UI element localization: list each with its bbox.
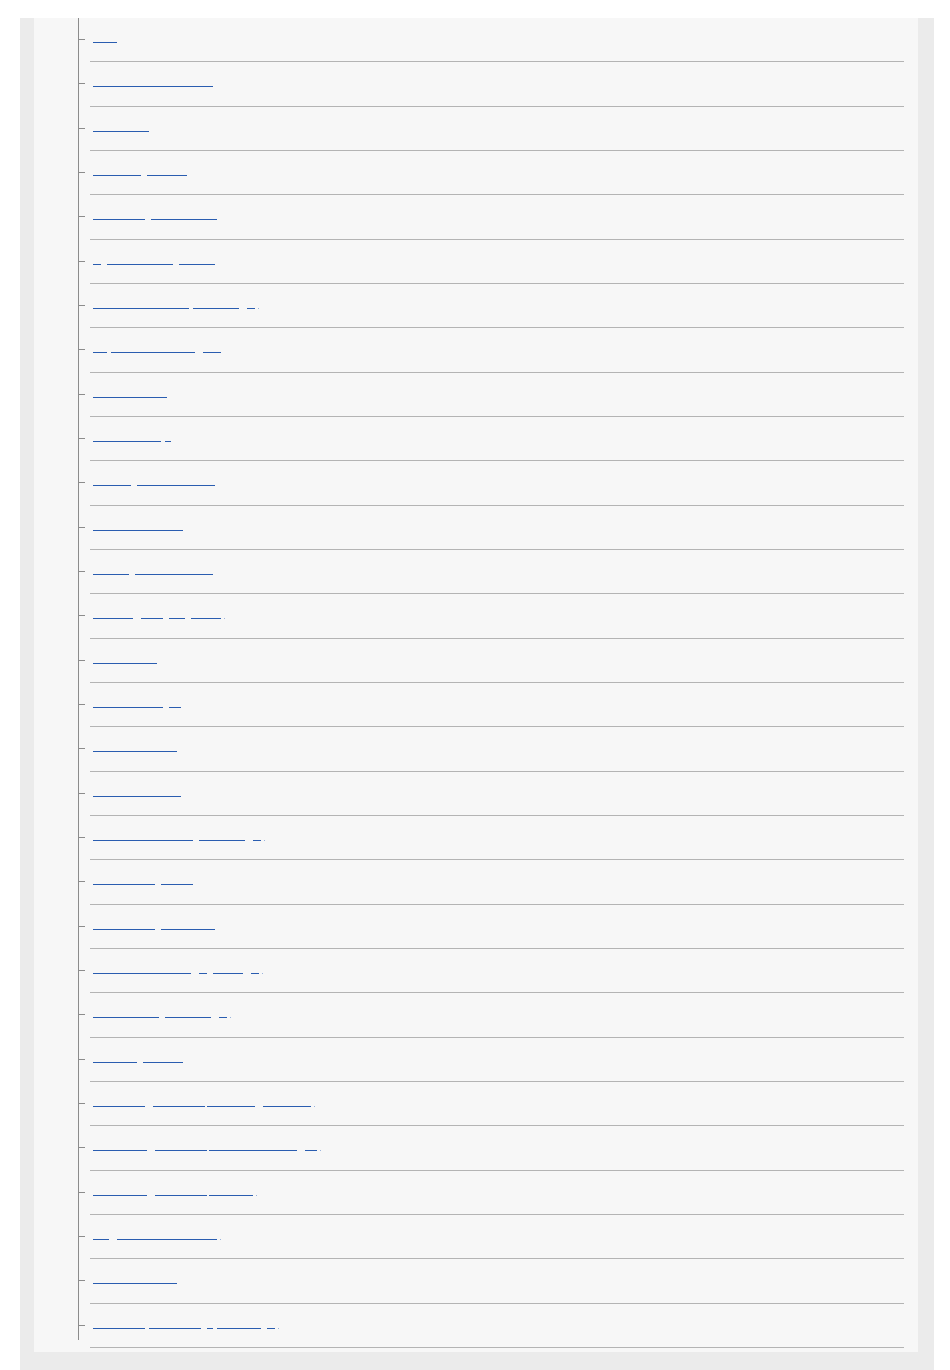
link-text: [93, 1061, 137, 1063]
toc-link[interactable]: [93, 484, 215, 487]
tree-branch-tick: [79, 704, 85, 705]
list-item: [0, 816, 950, 860]
link-text: [93, 573, 129, 575]
list-item: [0, 550, 950, 594]
link-text: [93, 1016, 159, 1018]
link-text: [93, 617, 133, 619]
tree-branch-tick: [79, 793, 85, 794]
tree-branch-tick: [79, 482, 85, 483]
toc-link[interactable]: [93, 972, 263, 975]
list-item: [0, 62, 950, 106]
toc-link[interactable]: [93, 263, 215, 266]
row-divider: [90, 1347, 904, 1348]
tree-branch-tick: [79, 83, 85, 84]
tree-branch-tick: [79, 1103, 85, 1104]
link-text: [93, 1149, 147, 1151]
list-item: [0, 506, 950, 550]
toc-link[interactable]: [93, 928, 215, 931]
toc-link[interactable]: [93, 351, 221, 354]
toc-link[interactable]: [93, 41, 117, 44]
link-text: [93, 529, 183, 531]
tree-branch-tick: [79, 172, 85, 173]
list-item: [0, 240, 950, 284]
toc-link[interactable]: [93, 529, 183, 532]
list-item: [0, 683, 950, 727]
toc-link[interactable]: [93, 174, 187, 177]
link-text: [93, 662, 157, 664]
tree-branch-tick: [79, 349, 85, 350]
toc-link[interactable]: [93, 130, 149, 133]
tree-branch-tick: [79, 660, 85, 661]
list-item: [0, 284, 950, 328]
tree-branch-tick: [79, 970, 85, 971]
list-item: [0, 18, 950, 62]
link-text: [93, 396, 167, 398]
list-item: [0, 1259, 950, 1303]
link-text: [93, 1282, 177, 1284]
toc-link[interactable]: [93, 573, 213, 576]
toc-link[interactable]: [93, 1282, 177, 1285]
toc-link[interactable]: [93, 440, 171, 443]
tree-branch-tick: [79, 1192, 85, 1193]
list-item: [0, 1126, 950, 1170]
toc-link[interactable]: [93, 617, 225, 620]
tree-branch-tick: [79, 216, 85, 217]
toc-link[interactable]: [93, 1061, 183, 1064]
list-item: [0, 107, 950, 151]
tree-branch-tick: [79, 1059, 85, 1060]
toc-link[interactable]: [93, 1327, 279, 1330]
toc-link[interactable]: [93, 706, 181, 709]
tree-branch-tick: [79, 1280, 85, 1281]
toc-link[interactable]: [93, 1238, 221, 1241]
toc-link[interactable]: [93, 396, 167, 399]
toc-link[interactable]: [93, 662, 157, 665]
link-text: [93, 1105, 145, 1107]
list-item: [0, 417, 950, 461]
tree-branch-tick: [79, 881, 85, 882]
list-item: [0, 860, 950, 904]
link-text: [93, 440, 161, 442]
list-item: [0, 328, 950, 372]
link-text: [93, 839, 193, 841]
toc-link[interactable]: [93, 1149, 321, 1152]
link-text: [93, 795, 181, 797]
list-item: [0, 639, 950, 683]
tree-branch-tick: [79, 837, 85, 838]
toc-link[interactable]: [93, 839, 265, 842]
tree-branch-tick: [79, 1147, 85, 1148]
list-item: [0, 1171, 950, 1215]
list-item: [0, 195, 950, 239]
link-text: [93, 351, 107, 353]
link-text: [93, 1194, 147, 1196]
list-item: [0, 949, 950, 993]
tree-branch-tick: [79, 1014, 85, 1015]
link-text: [93, 263, 101, 265]
tree-branch-tick: [79, 1325, 85, 1326]
list-item: [0, 727, 950, 771]
list-item: [0, 1038, 950, 1082]
link-text: [93, 706, 163, 708]
link-text: [93, 883, 155, 885]
list-item: [0, 993, 950, 1037]
link-text: [93, 750, 177, 752]
list-item: [0, 1304, 950, 1348]
toc-link[interactable]: [93, 750, 177, 753]
tree-branch-tick: [79, 261, 85, 262]
list-item: [0, 772, 950, 816]
tree-branch-tick: [79, 305, 85, 306]
toc-link[interactable]: [93, 795, 181, 798]
tree-branch-tick: [79, 926, 85, 927]
toc-link[interactable]: [93, 1016, 231, 1019]
link-text: [93, 174, 141, 176]
toc-list: [0, 18, 950, 1348]
link-text: [93, 218, 145, 220]
toc-link[interactable]: [93, 85, 213, 88]
link-text: [93, 130, 149, 132]
toc-link[interactable]: [93, 883, 193, 886]
list-item: [0, 151, 950, 195]
toc-link[interactable]: [93, 1105, 315, 1108]
tree-branch-tick: [79, 39, 85, 40]
link-text: [93, 1238, 109, 1240]
tree-branch-tick: [79, 438, 85, 439]
link-text: [93, 307, 189, 309]
link-text: [93, 41, 117, 43]
toc-link[interactable]: [93, 1194, 257, 1197]
list-item: [0, 373, 950, 417]
link-text: [93, 972, 191, 974]
tree-branch-tick: [79, 527, 85, 528]
tree-branch-tick: [79, 394, 85, 395]
list-item: [0, 461, 950, 505]
link-text: [93, 928, 155, 930]
toc-link[interactable]: [93, 218, 217, 221]
tree-branch-tick: [79, 128, 85, 129]
tree-branch-tick: [79, 571, 85, 572]
link-text: [93, 484, 131, 486]
list-item: [0, 1215, 950, 1259]
list-item: [0, 594, 950, 638]
link-text: [93, 1327, 145, 1329]
list-item: [0, 1082, 950, 1126]
tree-branch-tick: [79, 1236, 85, 1237]
toc-link[interactable]: [93, 307, 259, 310]
tree-branch-tick: [79, 748, 85, 749]
link-text: [93, 85, 213, 87]
tree-branch-tick: [79, 615, 85, 616]
list-item: [0, 905, 950, 949]
